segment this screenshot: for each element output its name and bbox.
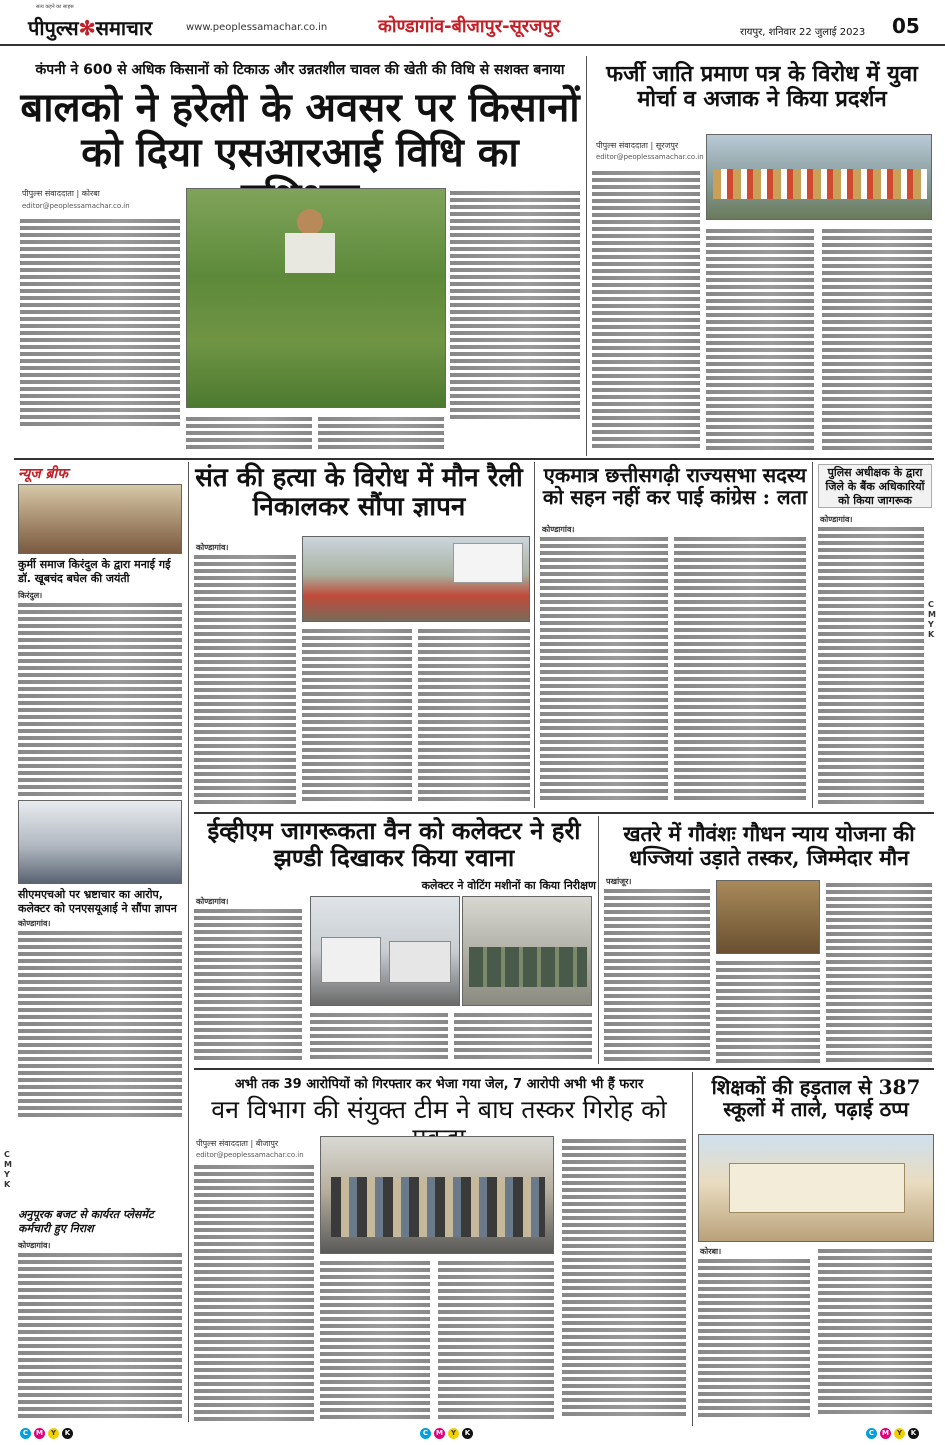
- story2-text-col2: [706, 226, 814, 454]
- story8-text-col1: [194, 1162, 314, 1426]
- story6-text-col3: [454, 1010, 592, 1064]
- story1-headline: बालको ने हरेली के अवसर पर किसानों को दिया एसआरआई विधि का: [20, 84, 580, 176]
- yellow-dot: Y: [48, 1428, 59, 1439]
- cyan-dot: C: [420, 1428, 431, 1439]
- story8-byline: पीपुल्स संवाददाता | बीजापुर: [196, 1139, 279, 1148]
- cyan-dot: C: [866, 1428, 877, 1439]
- evm-van-photo: [310, 896, 460, 1006]
- yellow-dot: Y: [448, 1428, 459, 1439]
- cyan-dot: C: [20, 1428, 31, 1439]
- school-photo: [698, 1134, 934, 1242]
- divider: [14, 458, 934, 460]
- brief3-text: [18, 1250, 182, 1426]
- brief3-place: कोण्डागांव।: [18, 1241, 51, 1250]
- story7-headline: खतरे में गौवंशः गौधन न्याय योजना की धज्जियां उड़ाते तस्कर, जिम्मेदार मौन: [623, 821, 915, 870]
- magenta-dot: M: [434, 1428, 445, 1439]
- story8-text-col2: [320, 1258, 430, 1426]
- masthead: [0, 0, 945, 46]
- black-dot: K: [462, 1428, 473, 1439]
- story5-text: [818, 524, 924, 806]
- story9-text-col2: [818, 1246, 932, 1426]
- story6-text-col1: [194, 906, 302, 1064]
- divider: [194, 1068, 934, 1070]
- cmyk-mark-right: C M Y K: [928, 600, 936, 639]
- story2-headline: फर्जी जाति प्रमाण पत्र के विरोध में युवा मोर्चा व अजाक ने किया प्रदर्शन: [606, 61, 918, 112]
- brief2-text: [18, 928, 182, 1118]
- story1-text-col4: [450, 188, 580, 454]
- cmyk-dots-left: [20, 1428, 73, 1439]
- brief1-place: किरंदुल।: [18, 591, 43, 600]
- story7-text-col3: [826, 880, 932, 1064]
- black-dot: K: [62, 1428, 73, 1439]
- newspaper-logo: पीपुल्स✻समाचार: [28, 16, 153, 40]
- cmyk-dots-right: [866, 1428, 919, 1439]
- tagline: सत्य कहने का साहस: [36, 4, 74, 10]
- divider: [534, 462, 535, 808]
- story2-text-col3: [822, 226, 932, 454]
- story6-place: कोण्डागांव।: [196, 897, 229, 906]
- story5-headline: पुलिस अधीक्षक के द्वारा जिले के बैंक अधिकारियों को किया जागरूक: [825, 466, 925, 507]
- story7-text-col1: [604, 886, 710, 1064]
- brief1-photo: [18, 484, 182, 554]
- story3-text-col2: [302, 626, 412, 806]
- story8-email: editor@peoplessamachar.co.in: [196, 1151, 304, 1159]
- story9-place: कोरबा।: [700, 1247, 722, 1256]
- brief2-place: कोण्डागांव।: [18, 919, 51, 928]
- story1-text-col3: [318, 414, 444, 454]
- black-dot: K: [908, 1428, 919, 1439]
- story3-headline: संत की हत्या के विरोध में मौन रैली निकालकर सौंपा ज्ञापन: [195, 463, 523, 523]
- story8-headline: वन विभाग की संयुक्त टीम ने बाघ तस्कर गिरोह को: [211, 1095, 667, 1124]
- story1-email: editor@peoplessamachar.co.in: [22, 202, 130, 210]
- story4-text-col2: [674, 534, 806, 806]
- story8-text-col3: [438, 1258, 554, 1426]
- story5-place: कोण्डागांव।: [820, 515, 853, 524]
- evm-inspection-photo: [462, 896, 592, 1006]
- story7-place: पखांजूर।: [606, 877, 632, 886]
- protest-photo: [706, 134, 932, 220]
- story3-text-col1: [194, 552, 296, 806]
- story3-text-col3: [418, 626, 530, 806]
- divider: [598, 816, 599, 1064]
- story4-text-col1: [540, 534, 668, 806]
- story9-headline: शिक्षकों की हड़ताल से 387 स्कूलों में ताले, पढ़ाई ठप्प: [711, 1075, 921, 1122]
- rally-photo: [302, 536, 530, 622]
- cmyk-mark-left: C M Y K: [4, 1150, 12, 1189]
- story2-email: editor@peoplessamachar.co.in: [596, 153, 704, 161]
- story2-text-col1: [592, 168, 700, 454]
- divider: [692, 1072, 693, 1426]
- page-number: 05: [892, 14, 920, 38]
- brief1-text: [18, 600, 182, 796]
- story1-byline: पीपुल्स संवाददाता | कोरबा: [22, 189, 100, 198]
- story6-text-col2: [310, 1010, 448, 1064]
- story7-text-col2: [716, 958, 820, 1064]
- story4-place: कोण्डागांव।: [542, 525, 575, 534]
- magenta-dot: M: [880, 1428, 891, 1439]
- story9-text-col1: [698, 1256, 810, 1426]
- story8-kicker: अभी तक 39 आरोपियों को गिरफ्तार कर भेजा गया जेल, 7 आरोपी अभी भी हैं फरार: [234, 1077, 644, 1092]
- story2-byline: पीपुल्स संवाददाता | सूरजपुर: [596, 141, 679, 150]
- story6-headline: ईव्हीएम जागरूकता वैन को कलेक्टर ने हरी झण्डी दिखाकर किया रवाना: [207, 816, 581, 872]
- divider: [194, 812, 934, 814]
- divider: [188, 462, 189, 1422]
- story1-text-col1: [20, 216, 180, 452]
- date-line: रायपुर, शनिवार 22 जुलाई 2023: [740, 27, 866, 38]
- story1-text-col2: [186, 414, 312, 454]
- brief3-headline: अनुपूरक बजट से कार्यरत प्लेसमेंट कर्मचारी हुए निराश: [18, 1208, 154, 1235]
- brief1-headline: कुर्मी समाज किरंदुल के द्वारा मनाई गई डॉ. खूबचंद बघेल की जयंती: [18, 558, 171, 585]
- brief2-headline: सीएमएचओ पर भ्रष्टाचार का आरोप, कलेक्टर को एनएसयूआई ने सौंपा ज्ञापन: [18, 888, 177, 915]
- cmyk-dots-center: [420, 1428, 473, 1439]
- rice-field-photo: [186, 188, 446, 408]
- story4-headline: एकमात्र छत्तीसगढ़ी राज्यसभा सदस्य को सहन नहीं कर पाई कांग्रेस : लता: [542, 463, 808, 510]
- story8-text-col4: [562, 1136, 686, 1426]
- website-url: www.peoplessamachar.co.in: [186, 22, 328, 33]
- arrested-group-photo: [320, 1136, 554, 1254]
- brief2-photo: [18, 800, 182, 884]
- cattle-photo: [716, 880, 820, 954]
- story3-place: कोण्डागांव।: [196, 543, 229, 552]
- story1-kicker: कंपनी ने 600 से अधिक किसानों को टिकाऊ और उन्नतशील चावल की खेती की विधि से सशक्त बनाया: [35, 62, 565, 78]
- news-brief-label: न्यूज ब्रीफ: [18, 466, 68, 482]
- yellow-dot: Y: [894, 1428, 905, 1439]
- magenta-dot: M: [34, 1428, 45, 1439]
- story6-subhead: कलेक्टर ने वोटिंग मशीनों का किया निरीक्षण: [421, 879, 596, 892]
- divider: [812, 462, 813, 808]
- divider: [586, 56, 587, 456]
- section-title: कोण्डागांव-बीजापुर-सूरजपुर: [378, 16, 561, 37]
